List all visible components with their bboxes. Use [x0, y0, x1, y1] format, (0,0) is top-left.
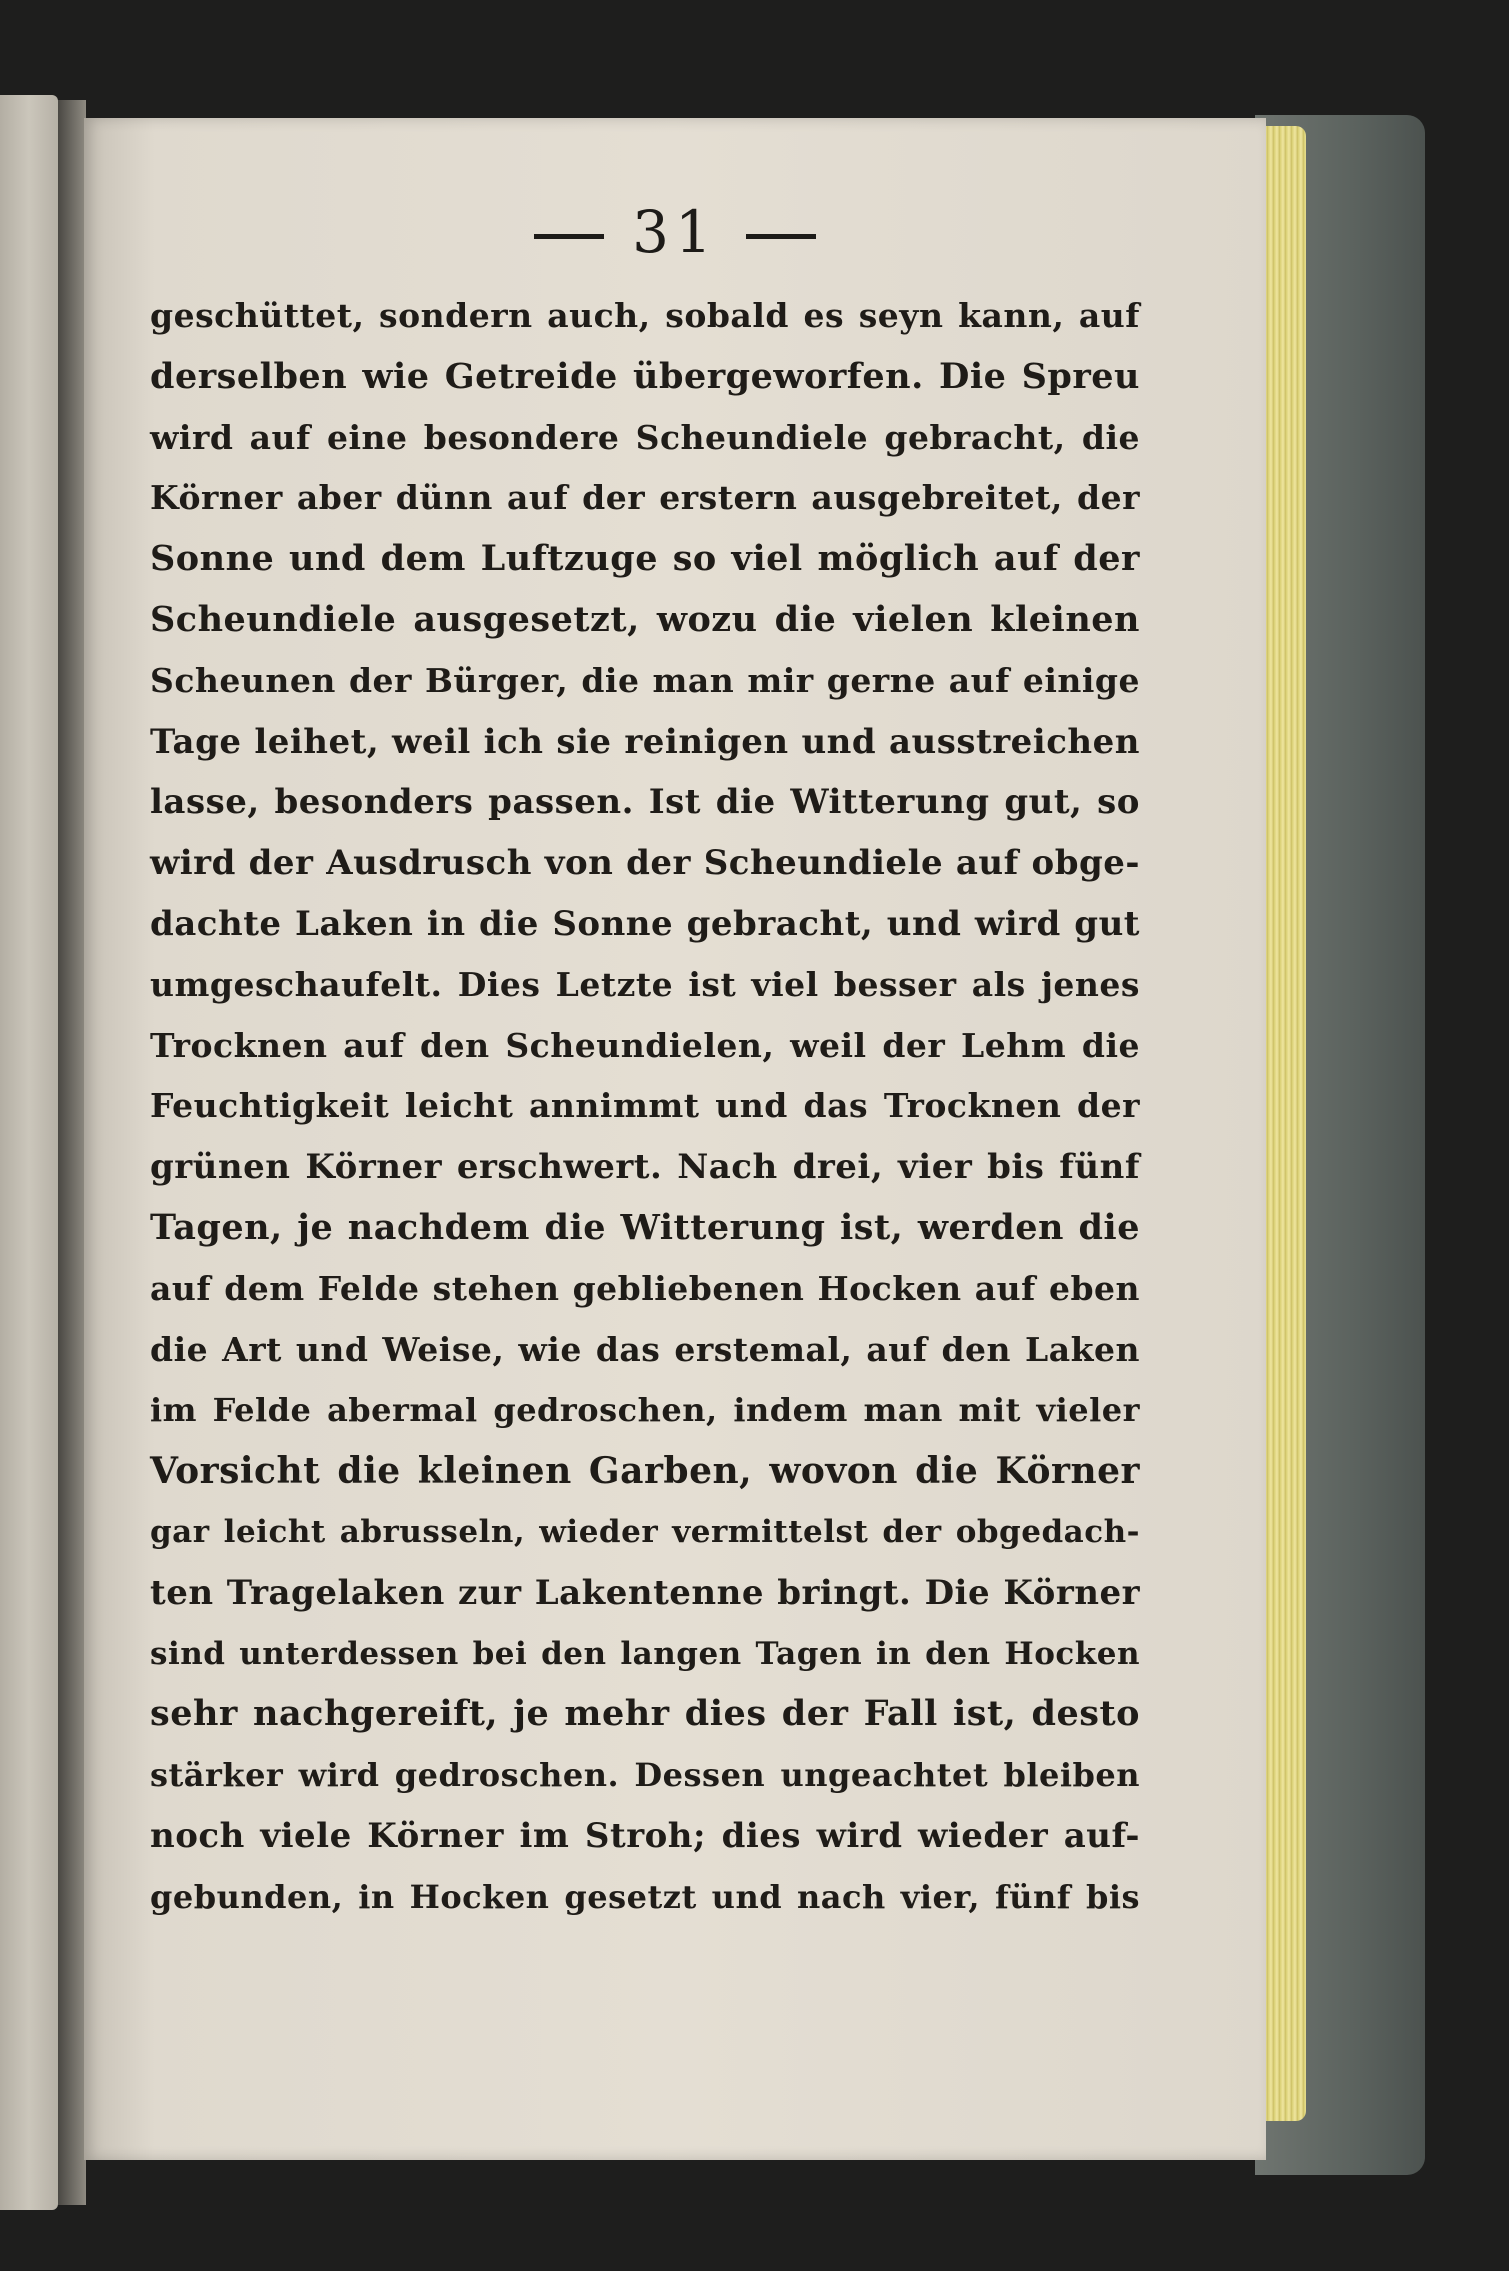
left-dash	[534, 234, 604, 239]
page-number-value: 31	[632, 198, 718, 266]
book-page	[84, 118, 1266, 2160]
text-line: Körner aber dünn auf der erstern ausgebreitet, der	[150, 478, 1140, 518]
right-dash	[746, 234, 816, 239]
text-line: derselben wie Getreide übergeworfen. Die Spreu	[150, 355, 1140, 397]
book-gutter	[58, 100, 86, 2205]
text-line: Feuchtigkeit leicht annimmt und das Trocknen der	[150, 1086, 1140, 1126]
text-line: grünen Körner erschwert. Nach drei, vier bis fünf	[150, 1147, 1140, 1188]
text-line: wird der Ausdrusch von der Scheundiele auf obge-	[150, 843, 1140, 884]
body-text	[150, 286, 1140, 1928]
text-line: geschüttet, sondern auch, sobald es seyn kann, auf	[150, 296, 1140, 335]
text-line: sind unterdessen bei den langen Tagen in den Hocken	[150, 1635, 1140, 1672]
text-line: ten Tragelaken zur Lakentenne bringt. Die Körner	[150, 1572, 1140, 1613]
text-line: noch viele Körner im Stroh; dies wird wieder auf-	[150, 1815, 1140, 1856]
text-line: auf dem Felde stehen gebliebenen Hocken auf eben	[150, 1268, 1140, 1308]
text-line: Scheundiele ausgesetzt, wozu die vielen kleinen	[150, 598, 1140, 640]
text-line: umgeschaufelt. Dies Letzte ist viel besser als jenes	[150, 964, 1140, 1004]
text-line: sehr nachgereift, je mehr dies der Fall ist, desto	[150, 1693, 1140, 1735]
text-line: stärker wird gedroschen. Dessen ungeachtet bleiben	[150, 1756, 1140, 1795]
text-line: Scheunen der Bürger, die man mir gerne auf einige	[150, 660, 1140, 700]
text-line: Tagen, je nachdem die Witterung ist, werden die	[150, 1206, 1140, 1248]
left-page-edge	[0, 95, 58, 2210]
text-line: die Art und Weise, wie das erstemal, auf den Laken	[150, 1329, 1140, 1369]
text-line: gebunden, in Hocken gesetzt und nach vier, fünf bis	[150, 1877, 1140, 1916]
gilded-page-edges	[1262, 126, 1306, 2121]
text-line: gar leicht abrusseln, wieder vermittelst der obgedach-	[150, 1513, 1140, 1550]
page-number	[84, 198, 1266, 266]
text-line: Trocknen auf den Scheundielen, weil der Lehm die	[150, 1025, 1140, 1065]
text-line: Tage leihet, weil ich sie reinigen und ausstreichen	[150, 721, 1140, 762]
text-line: Vorsicht die kleinen Garben, wovon die Körner	[150, 1450, 1140, 1493]
text-line: Sonne und dem Luftzuge so viel möglich auf der	[150, 538, 1140, 580]
text-line: im Felde abermal gedroschen, indem man mit vieler	[150, 1391, 1140, 1430]
text-line: lasse, besonders passen. Ist die Witterung gut, so	[150, 782, 1140, 823]
text-line: dachte Laken in die Sonne gebracht, und wird gut	[150, 903, 1140, 944]
text-line: wird auf eine besondere Scheundiele gebracht, die	[150, 417, 1140, 457]
